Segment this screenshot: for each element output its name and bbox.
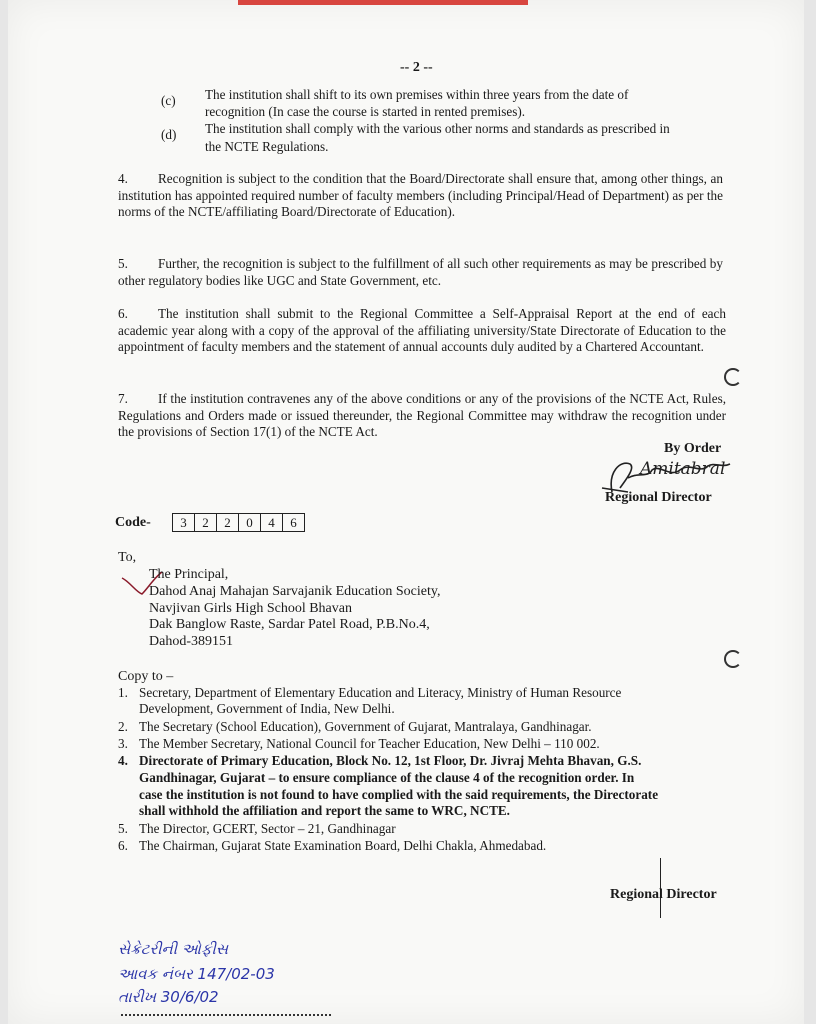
code-digit: 0 — [239, 514, 261, 531]
paragraph-4-num: 4. — [118, 171, 128, 186]
copy-1-line-1: Secretary, Department of Elementary Education and Literacy, Ministry of Human Resource — [139, 685, 622, 700]
code-digit: 4 — [261, 514, 283, 531]
regional-director-signature-title: Regional Director — [605, 490, 712, 505]
stamp-line-3: તારીખ 30/6/02 — [118, 988, 219, 1006]
signature: Amitabral — [640, 459, 726, 479]
copy-3-num: 3. — [118, 736, 128, 751]
code-digit: 2 — [195, 514, 217, 531]
copy-4-line-2: Gandhinagar, Gujarat – to ensure compliance of the clause 4 of the recognition order. In — [139, 770, 635, 785]
copy-5-line-1: The Director, GCERT, Sector – 21, Gandhinagar — [139, 821, 396, 836]
stamp-line-2: આવક નંબર 147/02-03 — [118, 965, 275, 983]
copy-5-num: 5. — [118, 821, 128, 836]
address-line-3: Navjivan Girls High School Bhavan — [149, 601, 352, 616]
to-label: To, — [118, 550, 137, 565]
code-digit: 2 — [217, 514, 239, 531]
copy-to-label: Copy to – — [118, 669, 174, 684]
item-c-line2: recognition (In case the course is started in rented premises). — [205, 104, 526, 119]
item-c-label: (c) — [161, 93, 176, 108]
paragraph-4-text: Recognition is subject to the condition that the Board/Directorate shall ensure that, among other things, an institution has appointed required number of faculty members (including Principal/Head of Department) as per the norms of the NCTE/affiliating Board/Directorate of Education). — [118, 171, 723, 220]
item-d-line1: The institution shall comply with the various other norms and standards as prescribed in — [205, 121, 670, 136]
paragraph-5-text: Further, the recognition is subject to the fulfillment of all such other requirements as may be prescribed by other regulatory bodies like UGC and State Government, etc. — [118, 256, 723, 288]
copy-4-line-4: shall withhold the affiliation and report the same to WRC, NCTE. — [139, 803, 510, 818]
copy-4-line-3: case the institution is not found to have complied with the said requirements, the Directorate — [139, 787, 659, 802]
copy-3-line-1: The Member Secretary, National Council for Teacher Education, New Delhi – 110 002. — [139, 736, 600, 751]
item-d-line2: the NCTE Regulations. — [205, 139, 329, 154]
stamp-dotted-line — [121, 1014, 331, 1016]
paragraph-5-num: 5. — [118, 256, 128, 271]
code-digit: 6 — [290, 515, 297, 530]
stamp-line-1: સેક્રેટરીની ઓફીસ — [118, 940, 228, 958]
top-red-mark — [238, 0, 528, 5]
code-label: Code- — [115, 515, 151, 530]
code-digit: 3 — [173, 514, 195, 531]
paragraph-6 — [118, 306, 726, 356]
paragraph-7-text: If the institution contravenes any of the above conditions or any of the provisions of the NCTE Act, Rules, Regulations and Orders made or issued thereunder, the Regional Committee may withdraw the recognition under the provisions of Section 17(1) of the NCTE Act. — [118, 391, 726, 440]
paragraph-5 — [118, 256, 723, 289]
paragraph-6-num: 6. — [118, 306, 128, 321]
copy-4-line-1: Directorate of Primary Education, Block No. 12, 1st Floor, Dr. Jivraj Mehta Bhavan, G.S. — [139, 753, 642, 768]
paragraph-6-text: The institution shall submit to the Regional Committee a Self-Appraisal Report at the end of each academic year along with a copy of the approval of the affiliating university/State Directorate of Education to the appointment of faculty members and the statement of annual accounts duly audited by a Chartered Accountant. — [118, 306, 726, 355]
code-box — [172, 513, 305, 532]
copy-4-num: 4. — [118, 753, 128, 768]
by-order: By Order — [664, 441, 722, 456]
copy-1-num: 1. — [118, 685, 128, 700]
regional-director-footer: Regional Director — [610, 887, 717, 902]
paragraph-4 — [118, 171, 723, 221]
hole-punch-mark — [724, 650, 742, 668]
copy-6-line-1: The Chairman, Gujarat State Examination Board, Delhi Chakla, Ahmedabad. — [139, 838, 547, 853]
document-page — [8, 0, 804, 1024]
address-line-1: The Principal, — [149, 567, 229, 582]
item-c-line1: The institution shall shift to its own premises within three years from the date of — [205, 87, 629, 102]
item-d-label: (d) — [161, 127, 177, 142]
paragraph-7 — [118, 391, 726, 441]
copy-6-num: 6. — [118, 838, 128, 853]
copy-2-num: 2. — [118, 719, 128, 734]
page-number: -- 2 -- — [400, 60, 433, 75]
address-line-5: Dahod-389151 — [149, 634, 233, 649]
hole-punch-mark — [724, 368, 742, 386]
address-line-4: Dak Banglow Raste, Sardar Patel Road, P.B.No.4, — [149, 617, 430, 632]
paragraph-7-num: 7. — [118, 391, 128, 406]
copy-1-line-2: Development, Government of India, New Delhi. — [139, 701, 395, 716]
address-line-2: Dahod Anaj Mahajan Sarvajanik Education Society, — [149, 584, 441, 599]
copy-2-line-1: The Secretary (School Education), Government of Gujarat, Mantralaya, Gandhinagar. — [139, 719, 592, 734]
